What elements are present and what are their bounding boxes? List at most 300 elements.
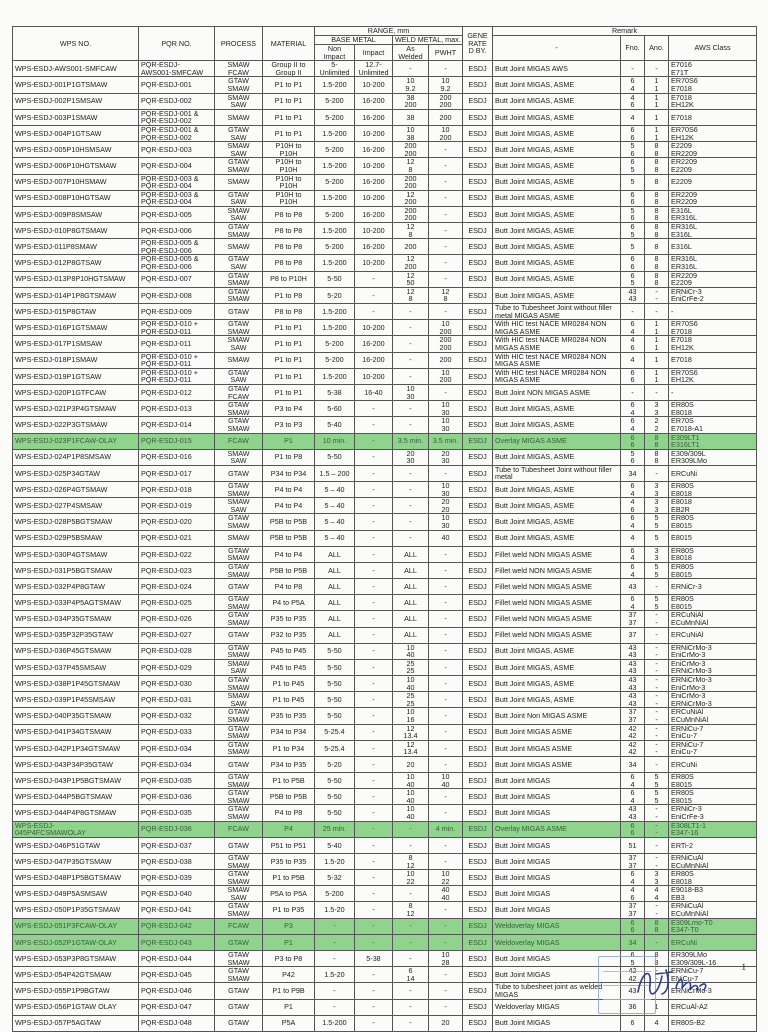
cell-impact: 16-200	[355, 206, 393, 222]
cell-non-impact: -	[315, 999, 355, 1015]
cell-pwht: -	[429, 223, 463, 239]
cell-remark: Butt Joint MIGAS, ASME	[493, 271, 621, 287]
cell-pqr-no: PQR-ESDJ-002	[139, 93, 215, 109]
cell-fno: 5 6	[621, 142, 645, 158]
cell-material: P3	[263, 918, 315, 934]
cell-aws-class: ER316L E316L	[669, 223, 757, 239]
cell-impact: 16-200	[355, 352, 393, 368]
cell-fno: 6 6	[621, 368, 645, 384]
cell-wps-no: WPS-ESDJ-057P5AGTAW	[13, 1015, 139, 1031]
cell-ano: 8 8	[645, 158, 669, 174]
cell-non-impact: ALL	[315, 627, 355, 643]
cell-material: P3 to P4	[263, 401, 315, 417]
cell-pqr-no: PQR-ESDJ-019	[139, 498, 215, 514]
cell-as-welded: -	[393, 368, 429, 384]
cell-wps-no: WPS-ESDJ-042P1P34GTSMAW	[13, 740, 139, 756]
cell-fno: 6 4	[621, 562, 645, 578]
cell-remark: Butt Joint MIGAS	[493, 967, 621, 983]
cell-fno: 34	[621, 934, 645, 950]
cell-wps-no: WPS-ESDJ-007P10HSMAW	[13, 174, 139, 190]
cell-wps-no: WPS-ESDJ-020P1GTFCAW	[13, 384, 139, 400]
cell-pwht: 10 200	[429, 320, 463, 336]
cell-remark: Butt Joint MIGAS	[493, 853, 621, 869]
cell-remark: Butt Joint MIGAS	[493, 789, 621, 805]
cell-impact: 12.7- Unlimited	[355, 61, 393, 77]
cell-material: P8 to P8	[263, 304, 315, 320]
cell-wps-no: WPS-ESDJ-011P8SMAW	[13, 239, 139, 255]
cell-impact: -	[355, 659, 393, 675]
table-row	[13, 821, 757, 837]
cell-aws-class: E2209	[669, 174, 757, 190]
cell-generated-by: ESDJ	[463, 93, 493, 109]
cell-process: GTAW SMAW	[215, 546, 263, 562]
cell-as-welded: -	[393, 417, 429, 433]
cell-process: GTAW	[215, 756, 263, 772]
cell-ano: 5 5	[645, 514, 669, 530]
cell-process: GTAW SMAW	[215, 562, 263, 578]
cell-material: P3 to P8	[263, 950, 315, 966]
cell-fno: 6 4	[621, 482, 645, 498]
cell-generated-by: ESDJ	[463, 611, 493, 627]
cell-impact: -	[355, 676, 393, 692]
table-row	[13, 918, 757, 934]
cell-as-welded: 10 40	[393, 643, 429, 659]
cell-pwht: -	[429, 61, 463, 77]
cell-aws-class: ER80S E8018	[669, 546, 757, 562]
table-row	[13, 514, 757, 530]
cell-as-welded: ALL	[393, 611, 429, 627]
table-row	[13, 676, 757, 692]
cell-aws-class: ER80S E8018	[669, 482, 757, 498]
cell-ano: 8 8	[645, 190, 669, 206]
cell-generated-by: ESDJ	[463, 886, 493, 902]
cell-fno: 42	[621, 967, 645, 983]
cell-impact: -	[355, 805, 393, 821]
cell-pwht: -	[429, 562, 463, 578]
cell-generated-by: ESDJ	[463, 142, 493, 158]
cell-aws-class: ER70S6 E7018	[669, 77, 757, 93]
cell-process: GTAW	[215, 579, 263, 595]
cell-impact: -	[355, 692, 393, 708]
col-wps-no: WPS NO.	[13, 27, 139, 61]
cell-fno: 43 43	[621, 643, 645, 659]
cell-aws-class: E316L ER316L	[669, 206, 757, 222]
cell-wps-no: WPS-ESDJ-056P1GTAW OLAY	[13, 999, 139, 1015]
cell-process: GTAW SMAW	[215, 77, 263, 93]
cell-aws-class: ER2209 E2209	[669, 271, 757, 287]
cell-generated-by: ESDJ	[463, 756, 493, 772]
cell-impact: 10-200	[355, 255, 393, 271]
cell-material: P1 to P1	[263, 125, 315, 141]
cell-pwht: 200	[429, 109, 463, 125]
cell-remark: Weldoverlay MIGAS	[493, 918, 621, 934]
cell-ano: 8 8	[645, 950, 669, 966]
cell-impact: -	[355, 870, 393, 886]
cell-fno: 6 5	[621, 158, 645, 174]
cell-as-welded: 10 30	[393, 384, 429, 400]
cell-as-welded: 12 200	[393, 190, 429, 206]
cell-wps-no: WPS-ESDJ-016P1GTSMAW	[13, 320, 139, 336]
cell-remark: Butt Joint MIGAS, ASME	[493, 255, 621, 271]
cell-non-impact: 5-50	[315, 449, 355, 465]
cell-pqr-no: PQR-ESDJ-028	[139, 643, 215, 659]
cell-generated-by: ESDJ	[463, 352, 493, 368]
cell-non-impact: ALL	[315, 595, 355, 611]
cell-ano: - -	[645, 967, 669, 983]
cell-process: FCAW	[215, 821, 263, 837]
cell-non-impact: 5-32	[315, 870, 355, 886]
cell-ano: -	[645, 465, 669, 481]
cell-generated-by: ESDJ	[463, 562, 493, 578]
cell-process: SMAW	[215, 239, 263, 255]
cell-fno: 6 4	[621, 514, 645, 530]
cell-ano: 1 1	[645, 93, 669, 109]
cell-fno: 43	[621, 983, 645, 999]
cell-non-impact: 5-50	[315, 692, 355, 708]
cell-as-welded: 12 200	[393, 255, 429, 271]
cell-as-welded: -	[393, 918, 429, 934]
cell-non-impact: 1.5-20	[315, 967, 355, 983]
cell-ano: 3 3	[645, 546, 669, 562]
cell-remark: Overlay MIGAS ASME	[493, 821, 621, 837]
cell-pqr-no: PQR-ESDJ-036	[139, 821, 215, 837]
cell-pwht: 10 22	[429, 870, 463, 886]
table-row	[13, 595, 757, 611]
cell-material: P10H to P10H	[263, 158, 315, 174]
cell-material: P5A to P5A	[263, 886, 315, 902]
cell-pqr-no: PQR-ESDJ-043	[139, 934, 215, 950]
cell-pwht: 200 200	[429, 336, 463, 352]
cell-pqr-no: PQR-ESDJ-029	[139, 659, 215, 675]
cell-ano: - -	[645, 853, 669, 869]
cell-pqr-no: PQR-ESDJ-016	[139, 449, 215, 465]
cell-non-impact: 5 – 40	[315, 498, 355, 514]
cell-generated-by: ESDJ	[463, 934, 493, 950]
cell-pwht: 4 min.	[429, 821, 463, 837]
cell-aws-class: ER80S E8018	[669, 870, 757, 886]
cell-material: P4 to P4	[263, 498, 315, 514]
cell-impact: -	[355, 643, 393, 659]
cell-as-welded: 25 25	[393, 692, 429, 708]
cell-non-impact: 1.5-200	[315, 304, 355, 320]
cell-generated-by: ESDJ	[463, 271, 493, 287]
table-row	[13, 886, 757, 902]
cell-non-impact: 5-25.4	[315, 724, 355, 740]
cell-ano: 5 5	[645, 789, 669, 805]
cell-pwht: -	[429, 902, 463, 918]
cell-process: FCAW	[215, 918, 263, 934]
cell-pqr-no: PQR-ESDJ-007	[139, 271, 215, 287]
cell-pqr-no: PQR-ESDJ-018	[139, 482, 215, 498]
cell-remark: Butt Joint MIGAS	[493, 950, 621, 966]
cell-process: GTAW SAW	[215, 255, 263, 271]
cell-remark: Butt Joint MIGAS, ASME	[493, 449, 621, 465]
cell-material: P35 to P35	[263, 611, 315, 627]
cell-ano: 3 3	[645, 401, 669, 417]
cell-material: P1 to P1	[263, 384, 315, 400]
col-remark-sub: -	[493, 36, 621, 61]
cell-as-welded: 12 13.4	[393, 740, 429, 756]
cell-generated-by: ESDJ	[463, 255, 493, 271]
cell-fno: 4 6	[621, 498, 645, 514]
cell-pwht: 10 9.2	[429, 77, 463, 93]
cell-wps-no: WPS-ESDJ-008P10HGTSAW	[13, 190, 139, 206]
cell-process: GTAW SMAW	[215, 223, 263, 239]
cell-generated-by: ESDJ	[463, 789, 493, 805]
cell-pwht: -	[429, 934, 463, 950]
cell-wps-no: WPS-ESDJ-021P3P4GTSMAW	[13, 401, 139, 417]
table-row	[13, 611, 757, 627]
cell-as-welded: -	[393, 934, 429, 950]
cell-generated-by: ESDJ	[463, 158, 493, 174]
cell-pwht: -	[429, 579, 463, 595]
cell-non-impact: 1.5-20	[315, 902, 355, 918]
cell-fno: 4	[621, 109, 645, 125]
signature-mark	[632, 962, 712, 1002]
cell-aws-class: ER70S6 EH12K	[669, 125, 757, 141]
cell-ano: 5 5	[645, 773, 669, 789]
cell-pqr-no: PQR-ESDJ-010 + PQR-ESDJ-011	[139, 368, 215, 384]
cell-as-welded: 38 200	[393, 93, 429, 109]
cell-as-welded: 20 30	[393, 449, 429, 465]
cell-process: SMAW SAW	[215, 498, 263, 514]
cell-pwht: -	[429, 206, 463, 222]
cell-aws-class: ER70S6 EH12K	[669, 368, 757, 384]
cell-pqr-no: PQR-ESDJ-038	[139, 853, 215, 869]
cell-pwht: 40	[429, 530, 463, 546]
cell-remark: Butt Joint MIGAS	[493, 870, 621, 886]
table-row	[13, 870, 757, 886]
table-row	[13, 190, 757, 206]
cell-ano: -	[645, 983, 669, 999]
cell-wps-no: WPS-ESDJ-033P4P5AGTSMAW	[13, 595, 139, 611]
cell-fno: 34	[621, 756, 645, 772]
cell-pwht: 10 200	[429, 368, 463, 384]
cell-impact: -	[355, 821, 393, 837]
cell-generated-by: ESDJ	[463, 206, 493, 222]
wps-register-sheet	[12, 26, 756, 1032]
cell-impact: 16-200	[355, 109, 393, 125]
cell-aws-class: E309LT1 E316LT1	[669, 433, 757, 449]
cell-material: P1 to P1	[263, 368, 315, 384]
cell-impact: -	[355, 708, 393, 724]
cell-impact: 10-200	[355, 190, 393, 206]
cell-as-welded: -	[393, 352, 429, 368]
cell-remark: Butt Joint MIGAS, ASME	[493, 692, 621, 708]
cell-as-welded: 12 8	[393, 287, 429, 303]
cell-aws-class: EniCrMo-3 ERNiCrMo-3	[669, 692, 757, 708]
cell-pqr-no: PQR-ESDJ-020	[139, 514, 215, 530]
cell-as-welded: -	[393, 304, 429, 320]
cell-pwht: 10 28	[429, 950, 463, 966]
cell-pwht: -	[429, 659, 463, 675]
cell-wps-no: WPS-ESDJ-037P45SMSAW	[13, 659, 139, 675]
cell-non-impact: 5-40	[315, 837, 355, 853]
cell-wps-no: WPS-ESDJ-040P35GTSMAW	[13, 708, 139, 724]
table-row	[13, 902, 757, 918]
cell-material: P1 to P9B	[263, 983, 315, 999]
cell-as-welded: -	[393, 465, 429, 481]
cell-pqr-no: PQR-ESDJ-037	[139, 837, 215, 853]
col-non-impact: Non Impact	[315, 45, 355, 61]
cell-pwht: -	[429, 190, 463, 206]
col-material: MATERIAL	[263, 27, 315, 61]
cell-pqr-no: PQR-ESDJ-035	[139, 805, 215, 821]
cell-aws-class: ERCuNiAl ECuMnNiAl	[669, 611, 757, 627]
cell-non-impact: 5-50	[315, 773, 355, 789]
cell-generated-by: ESDJ	[463, 304, 493, 320]
cell-fno: 6 4	[621, 773, 645, 789]
cell-pwht: -	[429, 304, 463, 320]
cell-aws-class: ERNiCu-7 EniCu-7	[669, 724, 757, 740]
table-row	[13, 482, 757, 498]
cell-fno: 36	[621, 999, 645, 1015]
cell-pqr-no: PQR-ESDJ-032	[139, 708, 215, 724]
cell-fno: 6 4	[621, 401, 645, 417]
cell-ano: - -	[645, 708, 669, 724]
cell-process: SMAW FCAW	[215, 61, 263, 77]
cell-non-impact: 5-200	[315, 239, 355, 255]
cell-process: SMAW SAW	[215, 93, 263, 109]
cell-fno: 6 4	[621, 546, 645, 562]
cell-non-impact: 5-200	[315, 206, 355, 222]
cell-generated-by: ESDJ	[463, 724, 493, 740]
cell-process: GTAW SMAW	[215, 158, 263, 174]
cell-pqr-no: PQR-ESDJ-045	[139, 967, 215, 983]
cell-generated-by: ESDJ	[463, 821, 493, 837]
cell-impact: -	[355, 627, 393, 643]
cell-aws-class: E7018 EH12K	[669, 336, 757, 352]
cell-non-impact: 5- Unlimited	[315, 61, 355, 77]
cell-as-welded: -	[393, 514, 429, 530]
cell-pqr-no: PQR-ESDJ-001 & PQR-ESDJ-002	[139, 109, 215, 125]
cell-ano: 1	[645, 352, 669, 368]
table-row	[13, 724, 757, 740]
col-ano: Ano.	[645, 36, 669, 61]
cell-process: GTAW SAW	[215, 125, 263, 141]
cell-wps-no: WPS-ESDJ-029P5BSMAW	[13, 530, 139, 546]
cell-process: SMAW SAW	[215, 692, 263, 708]
cell-ano: 3 3	[645, 482, 669, 498]
cell-pqr-no: PQR-ESDJ-005 & PQR-ESDJ-006	[139, 255, 215, 271]
cell-ano: 8 8	[645, 206, 669, 222]
page-number: 1	[741, 962, 746, 972]
cell-generated-by: ESDJ	[463, 805, 493, 821]
cell-aws-class: E308LT1-1 E347-16	[669, 821, 757, 837]
cell-ano: 8 8	[645, 271, 669, 287]
cell-non-impact: 25 min.	[315, 821, 355, 837]
cell-non-impact: 5-50	[315, 789, 355, 805]
cell-material: P4 to P8	[263, 805, 315, 821]
cell-wps-no: WPS-ESDJ-055P1P9BGTAW	[13, 983, 139, 999]
cell-non-impact: -	[315, 918, 355, 934]
cell-fno: 6 4	[621, 77, 645, 93]
cell-remark: Butt Joint MIGAS	[493, 1015, 621, 1031]
table-row	[13, 61, 757, 77]
col-impact: Impact	[355, 45, 393, 61]
cell-non-impact: 1.5-200	[315, 125, 355, 141]
cell-generated-by: ESDJ	[463, 449, 493, 465]
cell-non-impact: 5-50	[315, 643, 355, 659]
cell-process: GTAW SAW	[215, 368, 263, 384]
cell-pwht: -	[429, 643, 463, 659]
cell-generated-by: ESDJ	[463, 239, 493, 255]
cell-generated-by: ESDJ	[463, 433, 493, 449]
cell-aws-class: ERNiCu-7 EniCu-7	[669, 740, 757, 756]
cell-wps-no: WPS-ESDJ-006P10HGTSMAW	[13, 158, 139, 174]
cell-as-welded: -	[393, 336, 429, 352]
cell-process: GTAW SMAW	[215, 482, 263, 498]
cell-aws-class: -	[669, 304, 757, 320]
cell-impact: -	[355, 724, 393, 740]
cell-wps-no: WPS-ESDJ-003P1SMAW	[13, 109, 139, 125]
cell-non-impact: 5-200	[315, 336, 355, 352]
cell-remark: Butt Joint MIGAS, ASME	[493, 659, 621, 675]
cell-pwht: -	[429, 853, 463, 869]
cell-as-welded: -	[393, 320, 429, 336]
cell-ano: 2 2	[645, 417, 669, 433]
cell-aws-class: ER70S E7018-A1	[669, 417, 757, 433]
cell-impact: -	[355, 902, 393, 918]
cell-remark: Butt Joint MIGAS, ASME	[493, 125, 621, 141]
cell-wps-no: WPS-ESDJ-018P1SMAW	[13, 352, 139, 368]
cell-generated-by: ESDJ	[463, 174, 493, 190]
cell-wps-no: WPS-ESDJ-023P1FCAW-OLAY	[13, 433, 139, 449]
cell-pwht: 10 40	[429, 773, 463, 789]
table-row	[13, 77, 757, 93]
cell-process: GTAW SMAW	[215, 740, 263, 756]
cell-process: GTAW SMAW	[215, 271, 263, 287]
cell-remark: Butt Joint MIGAS, ASME	[493, 206, 621, 222]
cell-remark: Butt Joint MIGAS, ASME	[493, 417, 621, 433]
cell-wps-no: WPS-ESDJ-050P1P35GTSMAW	[13, 902, 139, 918]
cell-material: P1 to P1	[263, 109, 315, 125]
cell-remark: Butt Joint MIGAS, ASME	[493, 676, 621, 692]
cell-remark: Butt Joint MIGAS AWS	[493, 61, 621, 77]
cell-process: GTAW SMAW	[215, 789, 263, 805]
table-row	[13, 223, 757, 239]
cell-ano: -	[645, 61, 669, 77]
cell-fno: 34	[621, 465, 645, 481]
cell-material: P8 to P8	[263, 239, 315, 255]
cell-as-welded: 12 13.4	[393, 724, 429, 740]
cell-ano: -	[645, 756, 669, 772]
cell-ano: 8 8	[645, 255, 669, 271]
cell-remark: Butt Joint MIGAS	[493, 773, 621, 789]
table-row	[13, 643, 757, 659]
cell-process: SMAW SAW	[215, 206, 263, 222]
table-row	[13, 692, 757, 708]
cell-process: GTAW SMAW	[215, 708, 263, 724]
cell-aws-class: E7018 EH12K	[669, 93, 757, 109]
cell-as-welded: 10 16	[393, 708, 429, 724]
cell-process: SMAW SAW	[215, 449, 263, 465]
cell-wps-no: WPS-ESDJ-053P3P8GTSMAW	[13, 950, 139, 966]
cell-process: GTAW	[215, 304, 263, 320]
cell-remark: With HIC test NACE MR0284 NON MIGAS ASME	[493, 368, 621, 384]
cell-process: SMAW SAW	[215, 336, 263, 352]
cell-as-welded: 25 25	[393, 659, 429, 675]
cell-non-impact: 5-200	[315, 93, 355, 109]
cell-process: GTAW SAW	[215, 190, 263, 206]
col-generated-by: GENE RATE D BY.	[463, 27, 493, 61]
cell-process: SMAW SAW	[215, 886, 263, 902]
cell-remark: Butt Joint MIGAS, ASME	[493, 93, 621, 109]
cell-impact: -	[355, 417, 393, 433]
cell-non-impact: 5-50	[315, 676, 355, 692]
cell-wps-no: WPS-ESDJ-031P5BGTSMAW	[13, 562, 139, 578]
cell-aws-class: ERCuAl-A2	[669, 999, 757, 1015]
